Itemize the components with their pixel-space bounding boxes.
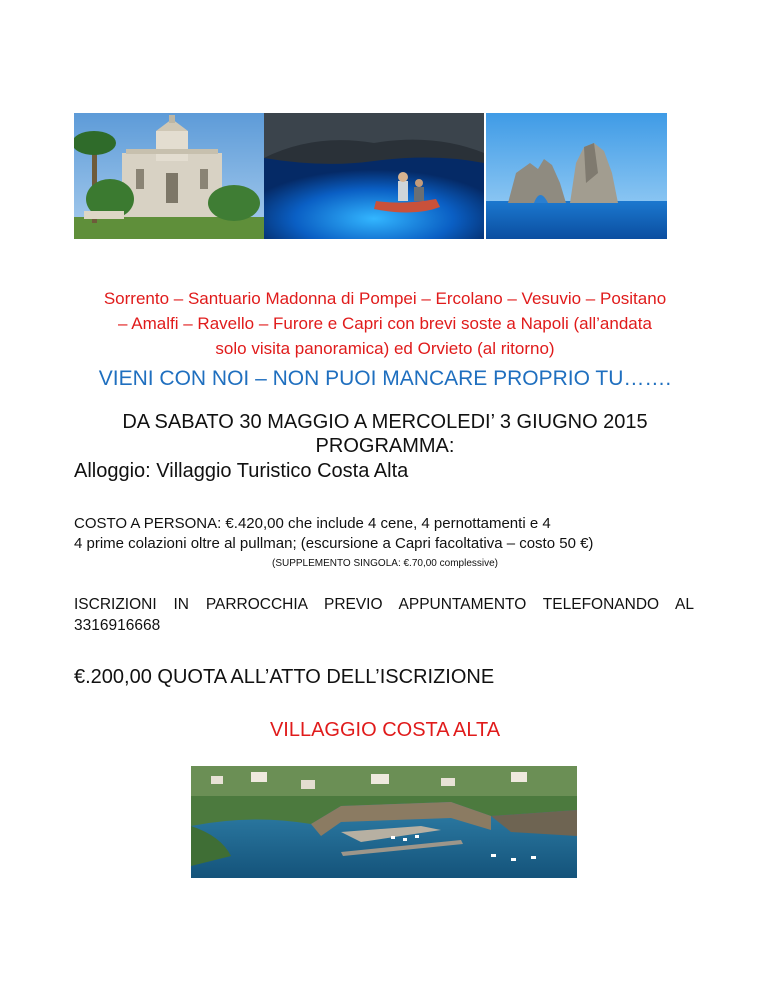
cost-line-2: 4 prime colazioni oltre al pullman; (escursione a Capri facoltativa – costo 50 €) <box>74 535 594 552</box>
faraglioni-capri-photo <box>486 113 667 239</box>
supplement-note: (SUPPLEMENTO SINGOLA: €.70,00 complessive) <box>271 558 498 569</box>
route-description <box>60 286 710 361</box>
program-label: PROGRAMMA: <box>315 435 455 457</box>
enrollment-info: ISCRIZIONI IN PARROCCHIA PREVIO APPUNTAMENTO TELEFONANDO AL 3316916668 <box>74 596 694 634</box>
lodging: Alloggio: Villaggio Turistico Costa Alta <box>74 460 409 482</box>
santuario-pompei-photo <box>74 113 264 239</box>
grotta-azzurra-photo <box>264 113 484 239</box>
deposit-info: €.200,00 QUOTA ALL’ATTO DELL’ISCRIZIONE <box>74 666 495 688</box>
trip-dates: DA SABATO 30 MAGGIO A MERCOLEDI’ 3 GIUGNO 2015 <box>122 411 648 433</box>
route-line: Sorrento – Santuario Madonna di Pompei – Ercolano – Vesuvio – Positano <box>103 289 667 308</box>
route-line: – Amalfi – Ravello – Furore e Capri con brevi soste a Napoli (all’andata <box>118 314 652 333</box>
costa-alta-aerial-photo <box>191 766 577 878</box>
cost-line-1: COSTO A PERSONA: €.420,00 che include 4 cene, 4 pernottamenti e 4 <box>74 515 551 532</box>
route-line: solo visita panoramica) ed Orvieto (al ritorno) <box>215 339 555 358</box>
slogan: VIENI CON NOI – NON PUOI MANCARE PROPRIO TU……. <box>98 367 672 390</box>
village-title: VILLAGGIO COSTA ALTA <box>269 719 501 741</box>
